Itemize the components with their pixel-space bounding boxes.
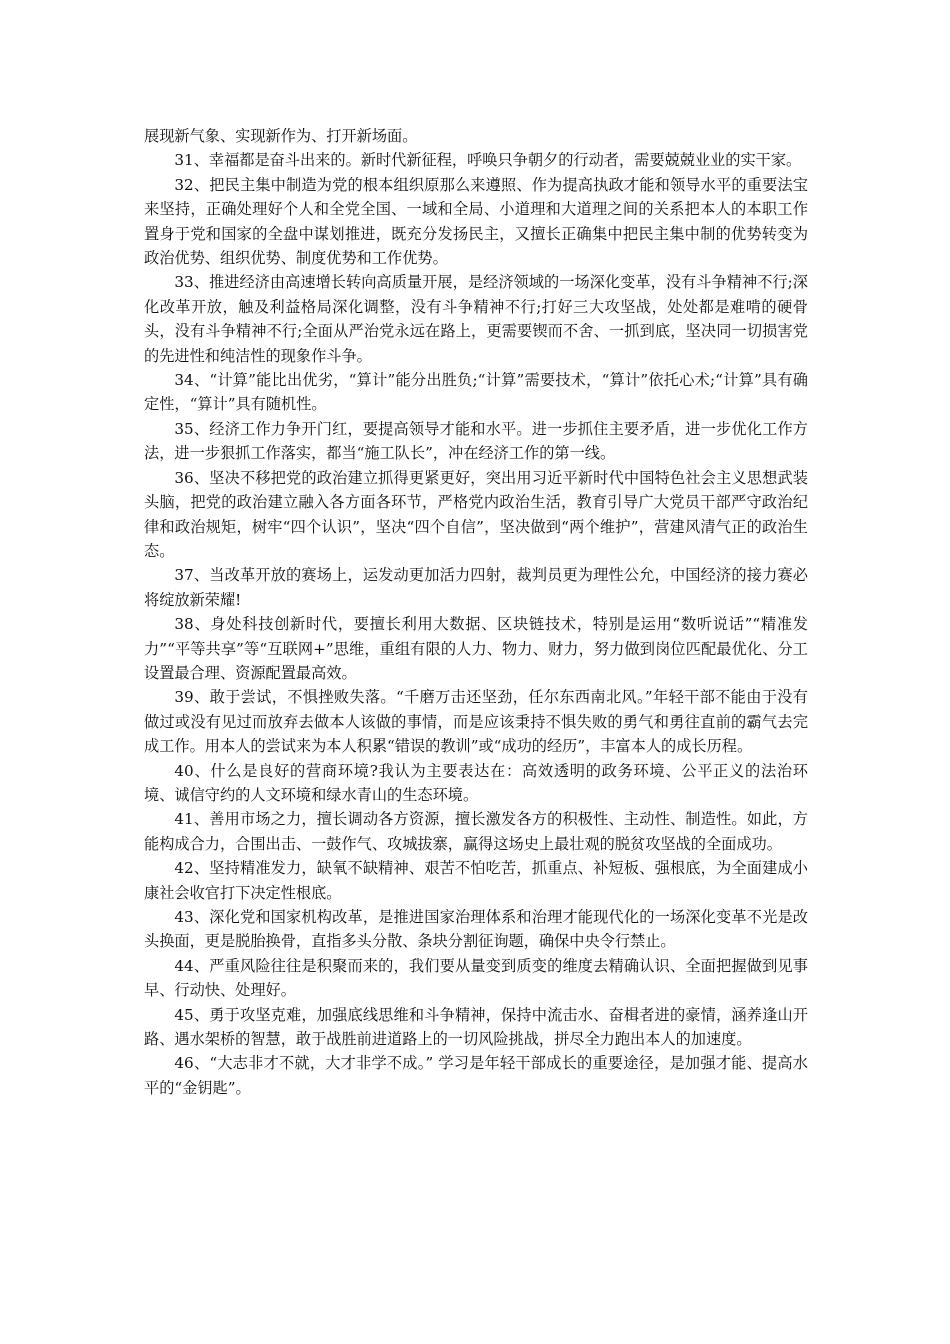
paragraph-38: 38、身处科技创新时代，要擅长利用大数据、区块链技术，特别是运用“数听说话”“精准发力”“平等共享”等“互联网+”思维，重组有限的人力、物力、财力，努力做到岗位匹配最优化、分工设置最合理、资源配置最高效。 <box>144 615 808 682</box>
paragraph-46: 46、“大志非才不就，大才非学不成。” 学习是年轻干部成长的重要途径，是加强才能、提高水平的“金钥匙”。 <box>144 1054 808 1097</box>
paragraph-32: 32、把民主集中制造为党的根本组织原那么来遵照、作为提高执政才能和领导水平的重要法宝来坚持，正确处理好个人和全党全国、一域和全局、小道理和大道理之间的关系把本人的本职工作置身于党和国家的全盘中谋划推进，既充分发扬民主，又擅长正确集中把民主集中制的优势转变为政治优势、组织优势、制度优势和工作优势。 <box>144 175 808 268</box>
paragraph-31: 31、幸福都是奋斗出来的。新时代新征程，呼唤只争朝夕的行动者，需要兢兢业业的实干家。 <box>174 151 802 170</box>
paragraph-35: 35、经济工作力争开门红，要提高领导才能和水平。进一步抓住主要矛盾，进一步优化工作方法，进一步狠抓工作落实，都当“施工队长”，冲在经济工作的第一线。 <box>144 419 808 463</box>
paragraph-39: 39、敢于尝试，不惧挫败失落。“千磨万击还坚劲，任尔东西南北风。”年轻干部不能由于没有做过或没有见过而放弃去做本人该做的事情，而是应该秉持不惧失败的勇气和勇往直前的霸气去完成工作。用本人的尝试来为本人积累“错误的教训”或“成功的经历”，丰富本人的成长历程。 <box>144 688 808 756</box>
paragraph-34: 34、“计算”能比出优劣，“算计”能分出胜负;“计算”需要技术，“算计”依托心术;“计算”具有确定性，“算计”具有随机性。 <box>144 371 808 414</box>
paragraph-42: 42、坚持精准发力，缺氧不缺精神、艰苦不怕吃苦，抓重点、补短板、强根底，为全面建成小康社会收官打下决定性根底。 <box>144 859 808 902</box>
paragraph-36: 36、坚决不移把党的政治建立抓得更紧更好，突出用习近平新时代中国特色社会主义思想武装头脑，把党的政治建立融入各方面各环节，严格党内政治生活，教育引导广大党员干部严守政治纪律和政治规矩，树牢“四个认识”，坚决“四个自信”，坚决做到“两个维护”，营建风清气正的政治生态。 <box>144 468 808 560</box>
paragraph-45: 45、勇于攻坚克难，加强底线思维和斗争精神，保持中流击水、奋楫者进的豪情，涵养逢山开路、遇水架桥的智慧，敢于战胜前进道路上的一切风险挑战，拼尽全力跑出本人的加速度。 <box>144 1005 808 1049</box>
paragraph-41: 41、善用市场之力，擅长调动各方资源，擅长激发各方的积极性、主动性、制造性。如此，方能构成合力，合围出击、一鼓作气、攻城拔寨，赢得这场史上最壮观的脱贫攻坚战的全面成功。 <box>144 810 808 853</box>
paragraph-33: 33、推进经济由高速增长转向高质量开展，是经济领域的一场深化变革，没有斗争精神不行;深化改革开放，触及利益格局深化调整，没有斗争精神不行;打好三大攻坚战，处处都是难啃的硬骨头，没有斗争精神不行;全面从严治党永远在路上，更需要锲而不舍、一抓到底，坚决同一切损害党的先进性和纯洁性的现象作斗争。 <box>144 273 808 365</box>
paragraph-40: 40、什么是良好的营商环境?我认为主要表达在：高效透明的政务环境、公平正义的法治环境、诚信守约的人文环境和绿水青山的生态环境。 <box>144 761 808 804</box>
paragraph-37: 37、当改革开放的赛场上，运发动更加活力四射，裁判员更为理性公允，中国经济的接力赛必将绽放新荣耀! <box>144 566 808 609</box>
paragraph-44: 44、严重风险往往是积聚而来的，我们要从量变到质变的维度去精确认识、全面把握做到见事早、行动快、处理好。 <box>144 956 808 1000</box>
document-body <box>144 124 808 1100</box>
paragraph-43: 43、深化党和国家机构改革，是推进国家治理体系和治理才能现代化的一场深化变革不光是改头换面，更是脱胎换骨，直指多头分散、条块分割征询题，确保中央令行禁止。 <box>144 908 808 951</box>
paragraph-continuation: 展现新气象、实现新作为、打开新场面。 <box>144 127 418 145</box>
